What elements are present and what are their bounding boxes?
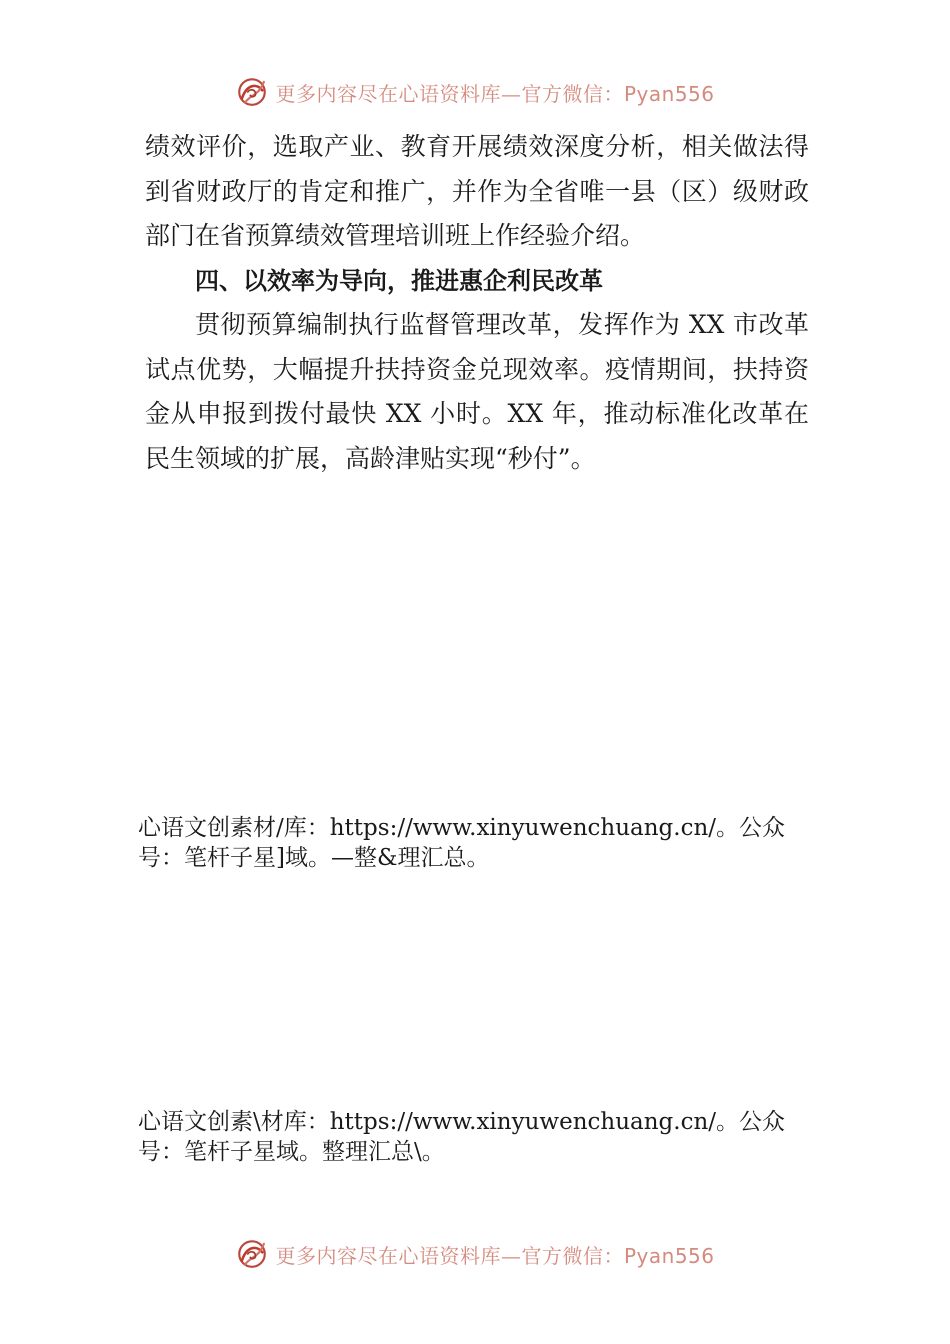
swirl-logo-icon [235,1237,269,1271]
header-banner [0,70,950,114]
banner-wechat-id: Pyan556 [623,1243,715,1268]
footer-banner [0,1232,950,1276]
paragraph: 绩效评价，选取产业、教育开展绩效深度分析，相关做法得到省财政厅的肯定和推广，并作为全省唯一县（区）级财政部门在省预算绩效管理培训班上作经验介绍。 [145,132,809,250]
swirl-logo-icon [235,75,269,109]
banner-text: 更多内容尽在心语资料库—官方微信： [275,1243,624,1268]
source-note: 心语文创素材/库：https://www.xinyuwenchuang.cn/。公众号：笔杆子星]域。—整&理汇总。 [138,815,786,871]
section-heading: 四、以效率为导向，推进惠企利民改革 [195,266,603,295]
paragraph: 贯彻预算编制执行监督管理改革，发挥作为 XX 市改革试点优势，大幅提升扶持资金兑现效率。疫情期间，扶持资金从申报到拨付最快 XX 小时。XX 年，推动标准化改革在民生领域的扩展，高龄津贴实现“秒付”。 [145,310,809,473]
article-body [145,125,809,481]
banner-text: 更多内容尽在心语资料库—官方微信： [275,81,624,106]
banner-wechat-id: Pyan556 [623,81,715,106]
source-note: 心语文创素\材库：https://www.xinyuwenchuang.cn/。公众号：笔杆子星域。整理汇总\。 [138,1109,786,1165]
